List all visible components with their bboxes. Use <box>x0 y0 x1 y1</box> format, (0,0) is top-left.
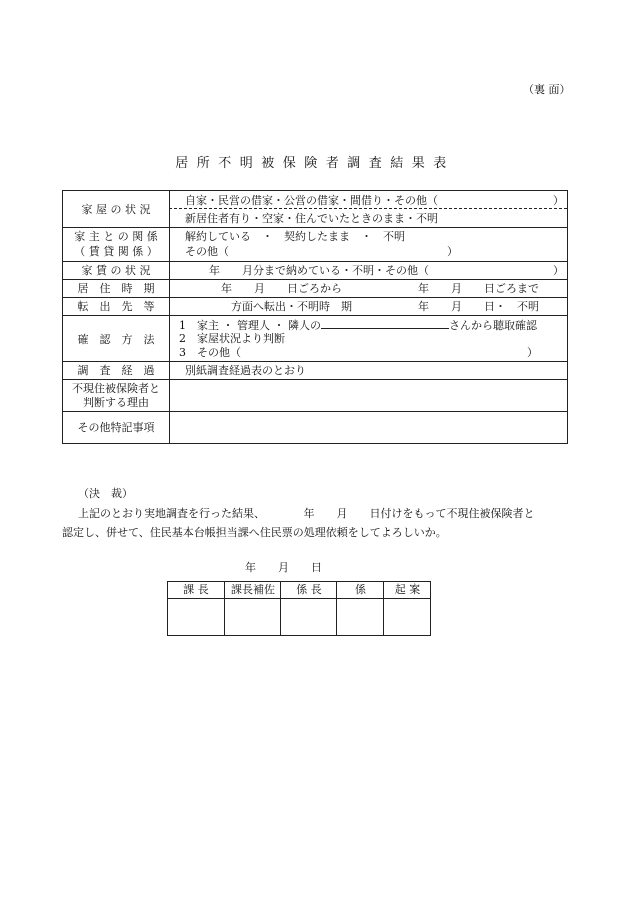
house-status-options: 自家・民営の借家・公営の借家・間借り・その他（ <box>185 194 438 207</box>
rent-status-options: 年 月分まで納めている・不明・その他（ <box>209 264 429 277</box>
row-divider <box>63 297 567 298</box>
house-status-occupancy: 新居住者有り・空家・住んでいたときのまま・不明 <box>185 212 438 225</box>
dashed-divider <box>169 208 567 209</box>
verification-item-3-close: ） <box>527 346 538 359</box>
row-divider <box>63 279 567 280</box>
side-label: （裏 面） <box>523 83 571 96</box>
verification-item-1-suffix: さんから聴取確認 <box>448 319 537 332</box>
approval-header: 係 <box>337 582 384 599</box>
approval-column-drafter <box>383 582 431 635</box>
move-destination-date: 年 月 日・ 不明 <box>418 300 539 313</box>
approval-column-staff <box>336 582 384 635</box>
row-label-reason-line2: 判断する理由 <box>83 396 149 409</box>
verification-item-3: 3 その他（ <box>179 346 241 359</box>
row-label-landlord-relation: 家 主 と の 関 係 <box>74 230 158 243</box>
residence-period-to: 年 月 日ごろまで <box>418 282 539 295</box>
landlord-relation-other: その他（ <box>185 245 229 258</box>
residence-period-from: 年 月 日ごろから <box>221 282 342 295</box>
approval-header: 課 長 <box>168 582 224 599</box>
verification-item-2: 2 家屋状況より判断 <box>179 332 285 345</box>
label-column-divider <box>169 191 170 443</box>
move-destination-direction: 方面へ転出・不明時 期 <box>231 300 352 313</box>
row-label-residence-period: 居 住 時 期 <box>77 282 155 295</box>
approval-header: 起 案 <box>384 582 431 599</box>
rent-status-close: ） <box>553 264 564 277</box>
row-divider <box>63 261 567 262</box>
approval-header: 係 長 <box>281 582 337 599</box>
decision-label: （決 裁） <box>78 487 133 500</box>
approval-header: 課長補佐 <box>225 582 281 599</box>
approval-column-section-chief <box>168 582 224 635</box>
approval-column-deputy-chief <box>224 582 281 635</box>
row-divider <box>63 411 567 412</box>
decision-text-line1: 上記のとおり実地調査を行った結果、 年 月 日付けをもって不現住被保険者と <box>78 507 535 520</box>
row-label-house-status: 家 屋 の 状 況 <box>81 203 151 216</box>
house-status-close: ） <box>553 194 564 207</box>
page-title: 居所不明被保険者調査結果表 <box>175 156 455 171</box>
decision-date: 年 月 日 <box>245 561 322 574</box>
row-divider <box>63 227 567 228</box>
row-divider <box>63 315 567 316</box>
row-label-reason-line1: 不現住被保険者と <box>72 382 160 395</box>
row-label-special-notes: その他特記事項 <box>77 421 155 434</box>
survey-progress-text: 別紙調査経過表のとおり <box>185 364 306 377</box>
row-divider <box>63 379 567 380</box>
row-label-move-destination: 転 出 先 等 <box>77 300 155 313</box>
verification-item-1 <box>179 318 537 332</box>
row-divider <box>63 361 567 362</box>
survey-result-table <box>62 190 568 444</box>
approval-stamp-table <box>167 581 431 636</box>
landlord-relation-options: 解約している ・ 契約したまま ・ 不明 <box>185 230 405 243</box>
approval-column-unit-chief <box>280 582 337 635</box>
row-label-rent-status: 家 賃 の 状 況 <box>81 264 151 277</box>
row-label-survey-progress: 調 査 経 過 <box>77 364 155 377</box>
row-label-lease-relation: （ 賃 貸 関 係 ） <box>74 245 158 258</box>
row-label-verification-method: 確 認 方 法 <box>77 333 155 346</box>
informant-name-blank <box>321 318 449 329</box>
verification-item-1-text: 1 家主 ・ 管理人 ・ 隣人の <box>179 319 321 332</box>
landlord-relation-close: ） <box>447 245 458 258</box>
decision-text-line2: 認定し、併せて、住民基本台帳担当課へ住民票の処理依頼をしてよろしいか。 <box>62 526 447 539</box>
